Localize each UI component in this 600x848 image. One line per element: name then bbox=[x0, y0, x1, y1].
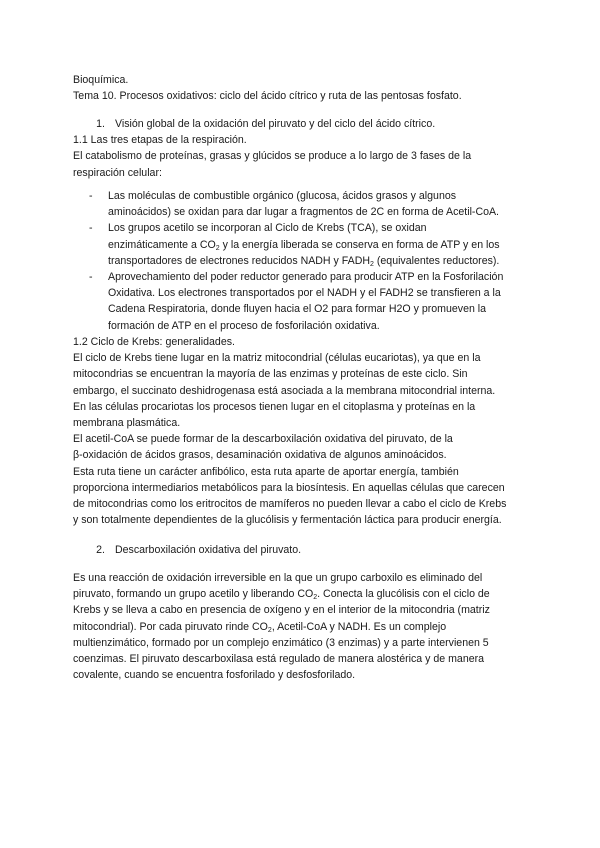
s2-line-1: Es una reacción de oxidación irreversible en la que un grupo carboxilo es eliminado del bbox=[73, 572, 483, 584]
section2-number: 2. bbox=[96, 544, 105, 556]
krebs-line: y son totalmente dependientes de la glucólisis y fermentación láctica para producir energía. bbox=[73, 514, 502, 527]
section2-title: Descarboxilación oxidativa del piruvato. bbox=[115, 544, 302, 556]
subsection-1-1-title: 1.1 Las tres etapas de la respiración. bbox=[73, 134, 247, 147]
krebs-line: El ciclo de Krebs tiene lugar en la matriz mitocondrial (células eucariotas), ya que en la bbox=[73, 352, 481, 365]
section1-heading bbox=[73, 116, 533, 181]
krebs-line: En las células procariotas los procesos tienen lugar en el citoplasma y proteínas en la bbox=[73, 400, 476, 413]
bullet2-line-1: Los grupos acetilo se incorporan al Ciclo de Krebs (TCA), se oxidan bbox=[108, 222, 427, 235]
bullet3-line-1: Aprovechamiento del poder reductor generado para producir ATP en la Fosforilación bbox=[108, 271, 504, 284]
s2-line-5: multienzimático, formado por un complejo enzimático (3 enzimas) y a parte intervienen 5 bbox=[73, 636, 489, 649]
section1-number: 1. bbox=[96, 118, 105, 130]
bullet-dash: - bbox=[89, 222, 93, 235]
bullet-dash: - bbox=[89, 190, 93, 202]
intro-line-2: respiración celular: bbox=[73, 166, 162, 179]
bullet1-line-2: aminoácidos) se oxidan para dar lugar a fragmentos de 2C en forma de Acetil-CoA. bbox=[108, 206, 500, 219]
krebs-line: proporciona intermediarios metabólicos para la biosíntesis. En aquellas células que carecen bbox=[73, 481, 505, 494]
s2-line-4: mitocondrial). Por cada piruvato rinde $CO_2$, Acetil-CoA y NADH. Es un complejo bbox=[73, 620, 447, 634]
subsection-1-2-title: 1.2 Ciclo de Krebs: generalidades. bbox=[73, 336, 235, 348]
bullet2-line-3: transportadores de electrones reducidos NADH y $FADH_2$ (equivalentes reductores). bbox=[108, 254, 500, 268]
krebs-line: embargo, el succinato deshidrogenasa está asociada a la membrana mitocondrial interna. bbox=[73, 384, 496, 397]
document-header bbox=[73, 72, 533, 104]
s2-line-2: piruvato, formando un grupo acetilo y liberando $CO_2$. Conecta la glucólisis con el ciclo de bbox=[73, 588, 490, 602]
section2-heading bbox=[73, 542, 533, 558]
bullet3-line-2: Oxidativa. Los electrones transportados por el NADH y el FADH2 se transfieren a la bbox=[108, 287, 501, 300]
bullet2-line-2: enzimáticamente a $CO_2$ y la energía liberada se conserva en forma de ATP y en los bbox=[108, 238, 500, 252]
bullet3-line-3: Cadena Respiratoria, donde fluyen hacia el O2 para formar H2O y promueven la bbox=[108, 303, 487, 316]
s2-line-3: Krebs y se lleva a cabo en presencia de oxígeno y en el interior de la mitocondria (matriz bbox=[73, 604, 490, 617]
krebs-line: de mitocondrias como los eritrocitos de mamíferos no pueden llevar a cabo el ciclo de Krebs bbox=[73, 498, 507, 511]
s2-line-7: covalente, cuando se encuentra fosforilado y desfosforilado. bbox=[73, 669, 356, 682]
s2-line-6: coenzimas. El piruvato descarboxilasa está regulado de manera alostérica y de manera bbox=[73, 653, 485, 666]
section1-title: Visión global de la oxidación del piruvato y del ciclo del ácido cítrico. bbox=[115, 118, 436, 130]
bullet3-line-4: formación de ATP en el proceso de fosforilación oxidativa. bbox=[108, 319, 380, 332]
bullet1-line-1: Las moléculas de combustible orgánico (glucosa, ácidos grasos y algunos bbox=[108, 190, 457, 202]
subject-line: Bioquímica. bbox=[73, 74, 129, 86]
bullet-list bbox=[73, 188, 533, 334]
topic-line: Tema 10. Procesos oxidativos: ciclo del ácido cítrico y ruta de las pentosas fosfato. bbox=[73, 90, 462, 103]
krebs-line: mitocondrias se encuentran la mayoría de las enzimas y proteínas de este ciclo. Sin bbox=[73, 368, 468, 381]
bullet-item bbox=[73, 188, 533, 220]
subsection-1-2 bbox=[73, 334, 533, 528]
krebs-line: Esta ruta tiene un carácter anfibólico, esta ruta aparte de aportar energía, también bbox=[73, 465, 459, 478]
section2-paragraph bbox=[73, 570, 533, 683]
bullet-item bbox=[73, 220, 533, 269]
krebs-line: β-oxidación de ácidos grasos, desaminación oxidativa de algunos aminoácidos. bbox=[73, 449, 447, 462]
krebs-line: membrana plasmática. bbox=[73, 417, 181, 430]
bullet-item bbox=[73, 269, 533, 334]
krebs-line: El acetil-CoA se puede formar de la descarboxilación oxidativa del piruvato, de la bbox=[73, 433, 453, 446]
bullet-dash: - bbox=[89, 271, 93, 284]
intro-line-1: El catabolismo de proteínas, grasas y glúcidos se produce a lo largo de 3 fases de la bbox=[73, 150, 472, 163]
